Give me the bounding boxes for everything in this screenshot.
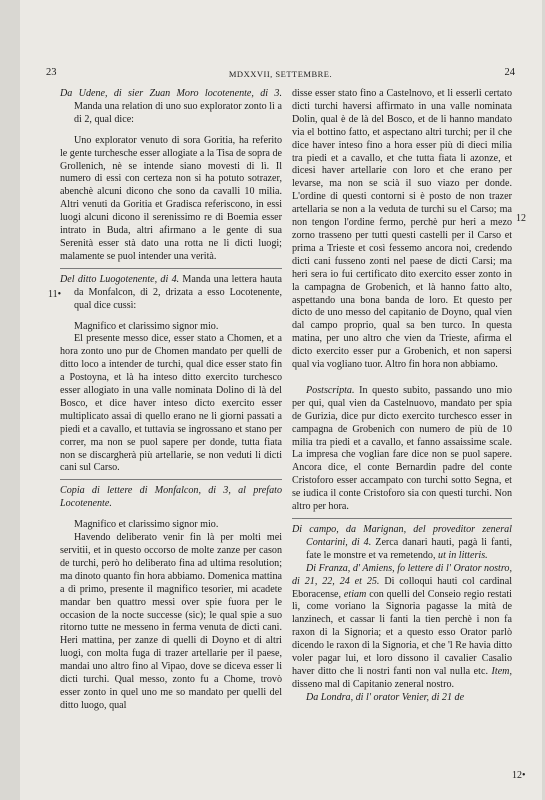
page-number-left: 23 (46, 67, 57, 78)
italic-text: etiam (343, 588, 367, 600)
italic-text: Da Londra, di l' orator Venier, di 21 de (306, 691, 465, 703)
text-run: Magnifico et clarissimo signor mio. (74, 320, 219, 332)
paragraph (60, 485, 282, 511)
paragraph (60, 532, 282, 713)
spacer (60, 511, 282, 519)
spacer (60, 313, 282, 321)
margin-number: 12• (512, 770, 526, 781)
paragraph (292, 88, 512, 372)
paragraph (60, 333, 282, 475)
italic-text: Postscripta. (306, 384, 355, 396)
paragraph (60, 135, 282, 264)
paragraph (60, 321, 282, 334)
text-run: In questo subito, passando uno mio per qui, qual vien da Castelnuovo, mandato per spia de Gurizia, dice pur dicto exercito turchesco esser in campagna de Grobenich con numero de più de 10 milia tra piedi et a cavallo, et fanno assaissime scale. La impresa che voglian fare dice non se puol sapere. Ancora dice, el conte Bernardin padre del conte Cristoforo esser accampato con turchi sotto Segna, et se iudica il conte Cristoforo sia con questi turchi. Non altro per hora. (292, 384, 512, 513)
running-title: MDXXVII, SETTEMBRE. (228, 69, 333, 79)
italic-text: Da Udene, di sier Zuan Moro locotenente, di 3. (60, 88, 282, 99)
left-column (60, 88, 282, 713)
text-run: disseno mal di Capitanio zeneral nostro. (292, 678, 455, 690)
page-number-right: 24 (504, 67, 515, 78)
italic-text: Di Franza, d' Amiens, fo lettere di l' Orator nostro, di 21, 22, 24 et 25. (292, 562, 512, 587)
paragraph (292, 563, 512, 692)
paragraph (292, 692, 512, 705)
text-run: Uno explorator venuto di sora Goritia, ha referito le gente turchesche esser allogiate a la Tisa de sopra de Grollenich, nè se intende siano movesti di lì. Il numero di essi con certeza non si ha potuto sotrazer, abenchè alcuni dicono che sono da cavalli 10 milia. Altri venuti da Goritia et Gradisca referiscono, in essi luogi alcuni dicono il serenissimo re di Boemia esser intrato in Buda, altri afirmano a le gente di sua Serenità esser stà dato una rotta ne li dicti luogi; malamente se puol intender una verità. (60, 134, 282, 262)
text-run: El presente messo dice, esser stato a Chomen, et a hora zonto uno pur de Chomen mandato per quelli de ditto loco a intender de turchi, qual dice esser stato fin a Postoyna, et là ha inteso ditto exercito turchesco esser allogiato in una valle nominata Dolino di là del Bosco, et dice haver inteso dicto exercito esser multiplicato assai di quello erano ne li giorni passati a piedi et a cavallo, et tuttavia se ingrossano et stano per correr, ma non se puol sapere per donde, tutta fiata non se discargherà più artellarie, se non veduti li dicti cani sul Carso. (60, 333, 282, 474)
margin-number: 12 (516, 213, 526, 224)
page-header (46, 67, 515, 81)
text-run: Manda una relation di uno suo explorator zonto lì a di 2, qual dice: (74, 100, 282, 125)
text-run: disse esser stato fino a Castelnovo, et li esserli certato dicti turchi haversi affirmato in una valle nominata Dolin, qual è de là del Bosco, et de li hanno mandato via el bottino fatto, et aspectano altri turchi; per il che dice haver inteso fino a hora esser più di dieci milia tra piedi et a cavallo, et che tutta fiata li azonze, et dicesi haver artellarie con loro et che erano per levarse, ma non se scià il suo viazo per donde. L'ordine di questi contorni si è posto de non trazer artellaria se non a la veduta de turchi su el Carso; ma non tengon l'ordine fermo, perchè pur heri a mezo zorno trasseno per tutti questi castelli per il Carso et prima a Trieste et così fessemo ancora noi, credendo dicti cani fusseno zonti nel paese de dicti Carsi; ma heri sera io fui certificato dito exercito esser zonto in la campagna de Grobenich, et là hanno fatto alto, aspettando una bona banda de loro. Et questo per dicto de uno messo del capitanio de Doyno, qual vien dal campo proprio, qual sa ben turco. In questa matina, per uno altro che vien da Trieste, afirma el dicto exercito esser pur a Grobenich, et non sapersi qual via vogliano tuor. Altro fin hora non abbiamo. (292, 88, 512, 371)
italic-text: Del ditto Luogotenente, di 4. (60, 273, 180, 285)
paragraph (60, 88, 282, 127)
italic-text: Item, (491, 665, 512, 677)
italic-text: ut in litteris. (438, 549, 488, 561)
spacer (60, 127, 282, 135)
text-run: Di colloqui hauti col cardinal Eboracense, (292, 575, 513, 600)
text-run: Havendo deliberato venir fin là per molti mei servitii, et in questo occorso de molte zanze per cason de turchi, però ho deliberato fina ad ultima resolution; ma dinoto quanto fin hora abbiamo. Domenica mattina a dì primo, presente il magnifico tesorier, mi acadete mandar ben quattro messi over spie fuora per le occasion de la nocte successe (sic); le qual spie a suo ritorno tutte ne messeno in ferma venuta de dicti cani. Heri mattina, per zanze di quelli di Doyno et di altri luogi, con molta fuga di trazer artellarie per il paese, mandai uno altro fino al Vipao, dove se diceva esser li dicti turchi. Qual messo, zonto fu a Chome, trovò esser zonto in quel uno me so mandato per quelli del ditto luogo, qual (60, 532, 282, 711)
margin-number: 11• (48, 289, 62, 300)
text-run: Manda una lettera hauta da Monfalcon, di 2, drizata a esso Locotenente, qual dice cussì: (74, 273, 282, 311)
section-divider (60, 268, 282, 269)
text-run: Zerca danari hauti, pagà li fanti, fate le monstre et va remetendo, (306, 536, 512, 561)
section-divider (292, 518, 512, 519)
paragraph (60, 274, 282, 313)
paragraph (60, 519, 282, 532)
paragraph (292, 524, 512, 563)
section-divider (60, 479, 282, 480)
right-column (292, 88, 512, 705)
spacer (292, 372, 512, 385)
italic-text: Copia di lettere di Monfalcon, di 3, al prefato Locotenente. (60, 485, 282, 510)
text-run: Magnifico et clarissimo signor mio. (74, 519, 219, 531)
paragraph (292, 385, 512, 514)
italic-text: Di campo, da Marignan, del proveditor zeneral Contarini, di 4. (292, 524, 512, 548)
text-run: con quelli del Conseio regio restati lì, come voriano la Signoria pagasse la mità de lanzinech, et cassar li fanti la tien perchè i non fa raxon di la Signoria; et a questo esso Orator parlò dicendo le raxon di la Signoria, et che 'l Re havia ditto voler pagar lui, et loro dissono il cavalier Casalio haver ditto che li nostri fanti non val nulla etc. (292, 588, 512, 677)
